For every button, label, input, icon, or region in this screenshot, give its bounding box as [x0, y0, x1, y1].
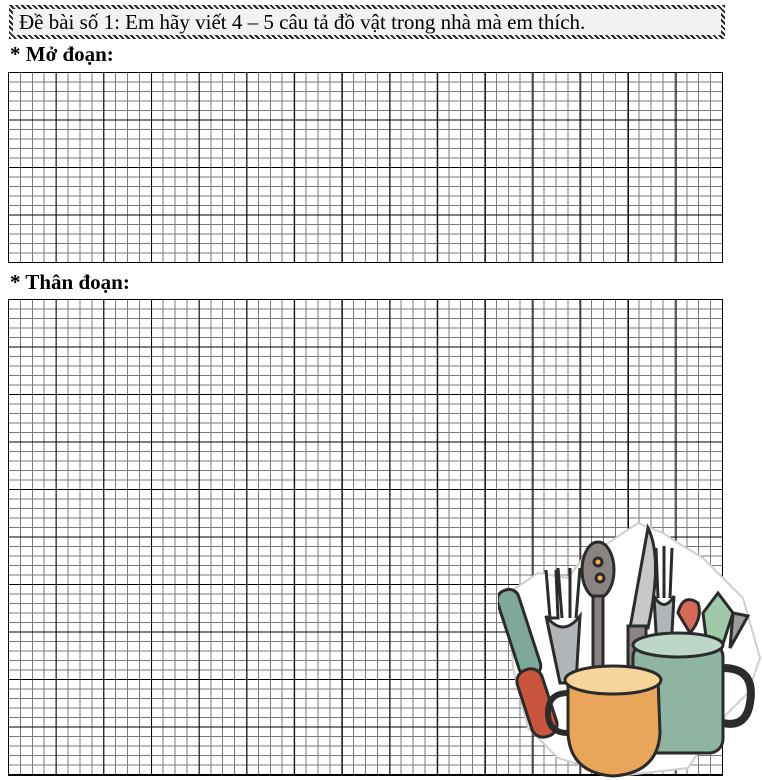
section-label-opening: * Mở đoạn:: [10, 42, 114, 66]
kitchen-utensils-icon: [498, 518, 762, 780]
assignment-title: Đề bài số 1: Em hãy viết 4 – 5 câu tả đồ vật trong nhà mà em thích.: [19, 9, 586, 34]
section-label-body: * Thân đoạn:: [10, 270, 130, 294]
writing-grid-opening[interactable]: [8, 72, 723, 263]
assignment-title-box: [9, 5, 725, 39]
